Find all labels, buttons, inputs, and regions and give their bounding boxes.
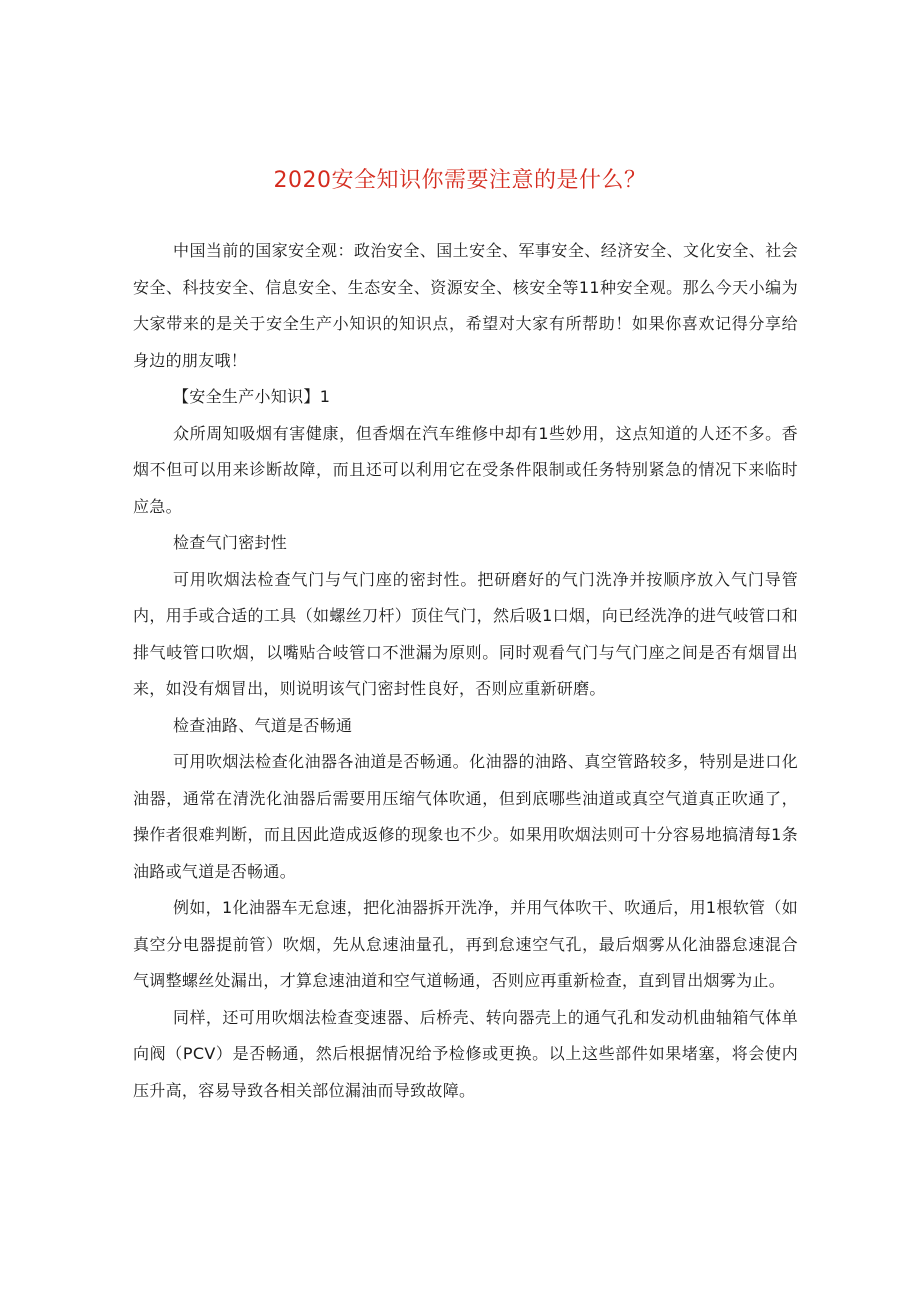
paragraph-carburetor-check: 可用吹烟法检查化油器各油道是否畅通。化油器的油路、真空管路较多，特别是进口化油器，通常在清洗化油器后需要用压缩气体吹通，但到底哪些油道或真空气道真正吹通了，操作者很难判断，而且因此造成返修的现象也不少。如果用吹烟法则可十分容易地搞清每1条油路或气道是否畅通。: [133, 752, 798, 881]
section-heading-valve-seal: 检查气门密封性: [173, 533, 288, 552]
section-heading-oil-air-passages: 检查油路、气道是否畅通: [173, 715, 353, 735]
paragraph-cigarette-uses: 众所周知吸烟有害健康，但香烟在汽车维修中却有1些妙用，这点知道的人还不多。香烟不但可以用来诊断故障，而且还可以利用它在受条件限制或任务特别紧急的情况下来临时应急。: [133, 423, 798, 516]
paragraph-valve-seal: 可用吹烟法检查气门与气门座的密封性。把研磨好的气门洗净并按顺序放入气门导管内，用手或合适的工具（如螺丝刀杆）顶住气门，然后吸1口烟，向已经洗净的进气岐管口和排气岐管口吹烟，以嘴贴合岐管口不泄漏为原则。同时观看气门与气门座之间是否有烟冒出来，如没有烟冒出，则说明该气门密封性良好，否则应重新研磨。: [133, 569, 798, 698]
document-title: 2020安全知识你需要注意的是什么？: [273, 168, 647, 193]
section-heading-safety-tips: 【安全生产小知识】1: [173, 387, 331, 406]
paragraph-intro: 中国当前的国家安全观：政治安全、国土安全、军事安全、经济安全、文化安全、社会安全、科技安全、信息安全、生态安全、资源安全、核安全等11种安全观。那么今天小编为大家带来的是关于安全生产小知识的知识点，希望对大家有所帮助！如果你喜欢记得分享给身边的朋友哦！: [133, 241, 798, 370]
paragraph-vent-check: 同样，还可用吹烟法检查变速器、后桥壳、转向器壳上的通气孔和发动机曲轴箱气体单向阀（PCV）是否畅通，然后根据情况给予检修或更换。以上这些部件如果堵塞，将会使内压升高，容易导致各相关部位漏油而导致故障。: [133, 1007, 798, 1100]
paragraph-idle-example: 例如，1化油器车无怠速，把化油器拆开洗净，并用气体吹干、吹通后，用1根软管（如真空分电器提前管）吹烟，先从怠速油量孔，再到怠速空气孔，最后烟雾从化油器怠速混合气调整螺丝处漏出，才算怠速油道和空气道畅通，否则应再重新检查，直到冒出烟雾为止。: [133, 898, 798, 990]
document-body: [133, 233, 798, 1109]
